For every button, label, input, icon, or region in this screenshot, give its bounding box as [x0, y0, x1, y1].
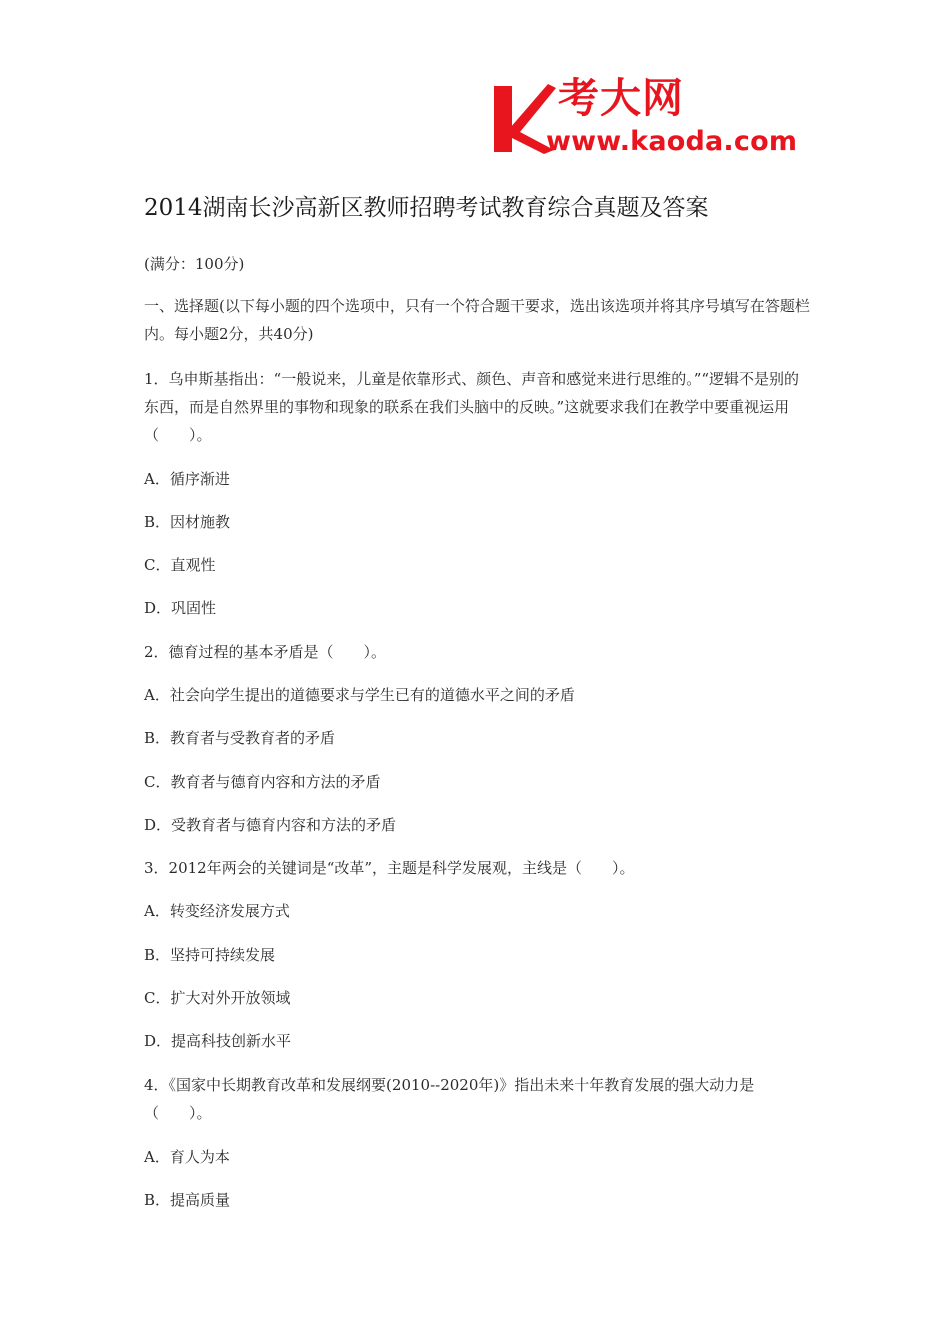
question-3-option-a: A．转变经济发展方式: [144, 902, 290, 920]
question-1-stem: 1．乌申斯基指出：“一般说来，儿童是依靠形式、颜色、声音和感觉来进行思维的。”“逻辑不是别的东西，而是自然界里的事物和现象的联系在我们头脑中的反映。”这就要求我们在教学中要重视运用（ ）。: [144, 370, 800, 444]
logo-chinese-name: 考大网: [558, 74, 684, 122]
question-2-option-a: A．社会向学生提出的道德要求与学生已有的道德水平之间的矛盾: [144, 686, 575, 704]
section-heading-choice: 一、选择题(以下每小题的四个选项中，只有一个符合题干要求，选出该选项并将其序号填写在答题栏内。每小题2分，共40分): [144, 297, 810, 343]
question-3-option-c: C．扩大对外开放领域: [144, 989, 291, 1007]
question-4-stem: 4．《国家中长期教育改革和发展纲要(2010--2020年)》指出未来十年教育发展的强大动力是（ ）。: [144, 1076, 755, 1122]
question-2-stem: 2．德育过程的基本矛盾是（ ）。: [144, 643, 387, 661]
question-1-option-b: B．因材施教: [144, 513, 231, 531]
question-1-option-d: D．巩固性: [144, 599, 217, 617]
question-4-option-a: A．育人为本: [144, 1148, 230, 1166]
question-1-option-a: A．循序渐进: [144, 470, 230, 488]
question-2-option-b: B．教育者与受教育者的矛盾: [144, 729, 336, 747]
kaoda-logo: [492, 74, 812, 160]
question-3-option-b: B．坚持可持续发展: [144, 946, 276, 964]
logo-url: www.kaoda.com: [546, 126, 798, 157]
question-2-option-c: C．教育者与德育内容和方法的矛盾: [144, 773, 381, 791]
page-title: 2014湖南长沙高新区教师招聘考试教育综合真题及答案: [144, 195, 709, 221]
question-4-option-b: B．提高质量: [144, 1191, 231, 1209]
question-3-stem: 3．2012年两会的关键词是“改革”，主题是科学发展观，主线是（ ）。: [144, 859, 635, 877]
question-3-option-d: D．提高科技创新水平: [144, 1032, 292, 1050]
question-1-option-c: C．直观性: [144, 556, 216, 574]
score-note: (满分：100分): [144, 255, 245, 273]
question-2-option-d: D．受教育者与德育内容和方法的矛盾: [144, 816, 397, 834]
